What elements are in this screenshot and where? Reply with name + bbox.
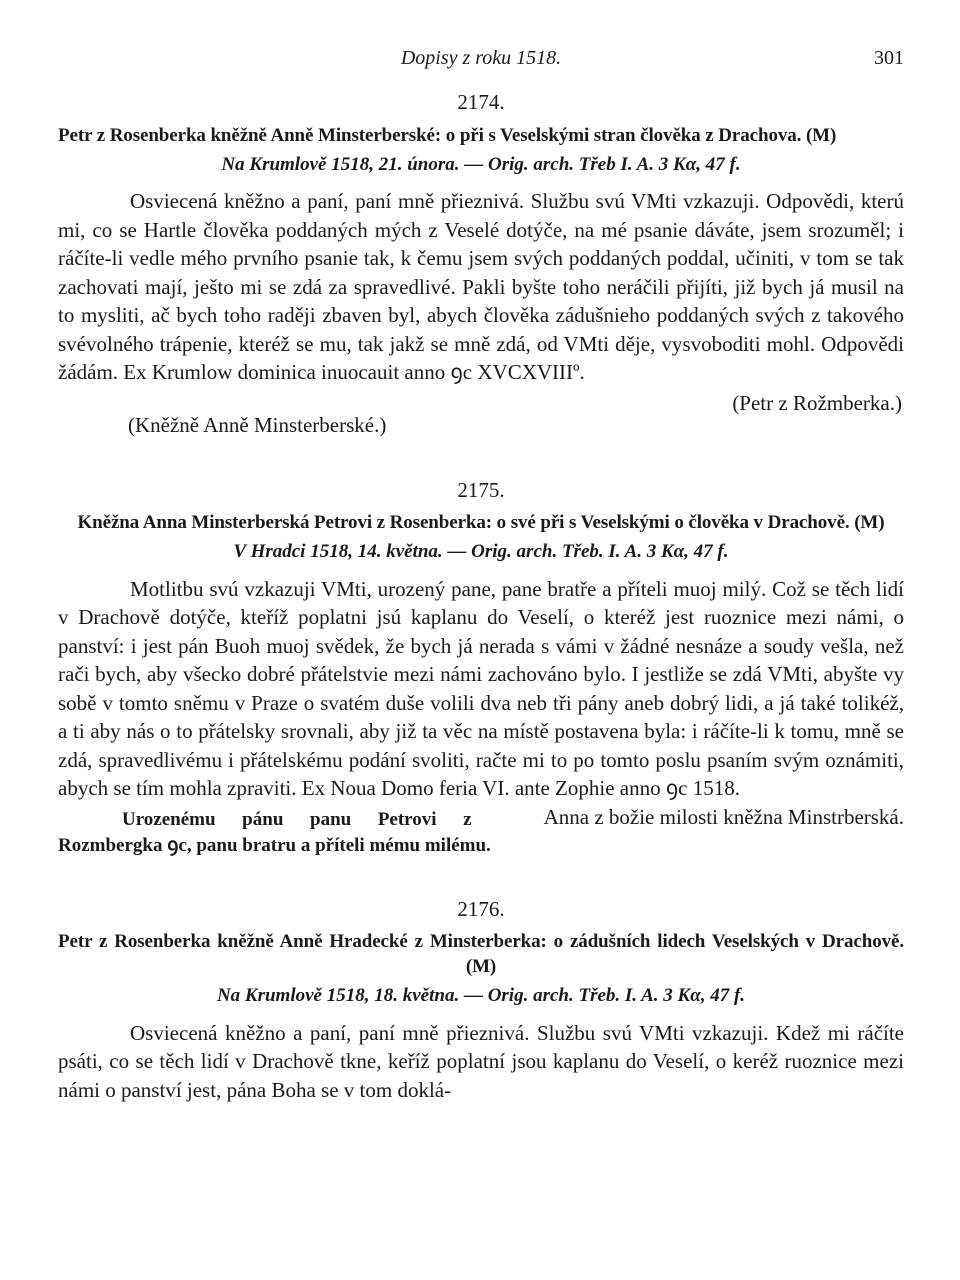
letter-body-text: Motlitbu svú vzkazuji VMti, urozený pane, pane bratře a příteli muoj milý. Což se těch lidí v Drachově dotýče, kteříž poplatni jsú kaplanu do Veselí, o kteréž jest ruoznice mezi námi, o panství: i jest pán Buoh muoj svědek, že bych já nerada s vámi v žádné nesnáze a soudy vešla, než rači bych, aby všecko dobré přátelstvie mezi námi zachováno bylo. I jestliže se zdá VMti, abyšte vy sobě v tomto sněmu v Praze o svatém duše volili dva neb tři pány aneb dobrý lidi, a já také tolikéž, a ti aby nás o to přátelsky srovnali, aby již ta věc na místě postavena byla: i ráčíte-li k tomu, mně se zdá, spravedlivému i přátelskému podání svoliti, račte mi to po tomto poslu psaním svým oznámiti, abych se tím mohla zpraviti. Ex Noua Domo feria VI. ante Zophie anno ꝯc 1518. bbox=[58, 576, 904, 800]
entry-number: 2176. bbox=[457, 896, 505, 921]
running-title: Dopisy z roku 1518. bbox=[400, 47, 562, 69]
letter-signature: (Petr z Rožmberka.) bbox=[732, 390, 902, 415]
page-number: 301 bbox=[874, 47, 904, 69]
document-page bbox=[58, 40, 904, 1260]
entry-dating: V Hradci 1518, 14. května. — Orig. arch. Třeb. I. A. 3 Kα, 47 f. bbox=[233, 541, 729, 562]
letter-address: Urozenému pánu panu Petrovi z Rozmbergka ꝯc, panu bratru a příteli mému milému. bbox=[58, 808, 491, 856]
entry-regest: Petr z Rosenberka kněžně Anně Minsterberské: o při s Veselskými stran člověka z Drachova. (M) bbox=[58, 124, 837, 146]
letter-signature: Anna z božie milosti kněžna Minstrberská. bbox=[543, 804, 904, 829]
entry-number: 2174. bbox=[457, 90, 505, 114]
entry-dating: Na Krumlově 1518, 18. května. — Orig. arch. Třeb. I. A. 3 Kα, 47 f. bbox=[216, 985, 746, 1006]
entry-dating: Na Krumlově 1518, 21. února. — Orig. arch. Třeb I. A. 3 Kα, 47 f. bbox=[221, 153, 741, 175]
letter-address: (Kněžně Anně Minsterberské.) bbox=[128, 413, 387, 437]
letter-body bbox=[58, 575, 904, 829]
running-header bbox=[58, 40, 904, 76]
entry-number: 2175. bbox=[457, 477, 505, 502]
entry-regest: Petr z Rosenberka kněžně Anně Hradecké z Minsterberka: o zádušních lidech Veselských v Drachově. (M) bbox=[58, 931, 904, 977]
letter-body: Osviecená kněžno a paní, paní mně přieznivá. Službu svú VMti vzkazuji. Kdež mi ráčíte psáti, co se těch lidí v Drachově tkne, keříž poplatní jsou kaplanu do Veselí, o keréž ruoznice mezi námi o panství jest, pána Boha se v tom doklá- bbox=[58, 1020, 904, 1102]
entry-regest: Kněžna Anna Minsterberská Petrovi z Rosenberka: o své při s Veselskými o člověka v Drachově. (M) bbox=[77, 512, 885, 533]
letter-body: Osviecená kněžno a paní, paní mně přieznivá. Službu svú VMti vzkazuji. Odpovědi, kterú mi, co se Hartle člověka poddaných mých z Veselé dotýče, na mé psanie dáváte, jsem srozuměl; i ráčíte-li vedle mého prvního psanie tak, k čemu jsem svých poddaných poddal, učiniti, v tom se tak zachovati mají, ješto mi se zdá za spravedlivé. Pakli byšte toho neráčili přijíti, již bych já musil na to mysliti, ač bych toho raději zbaven byl, abych člověka zádušnieho poddaných svých z takového svévolného trápenie, kteréž se mu, tak jakž se mně zdá, od VMti děje, vysvoboditi mohl. Odpovědi žádám. Ex Krumlow dominica inuocauit anno ꝯc XVCXVIIIº. bbox=[58, 189, 904, 384]
